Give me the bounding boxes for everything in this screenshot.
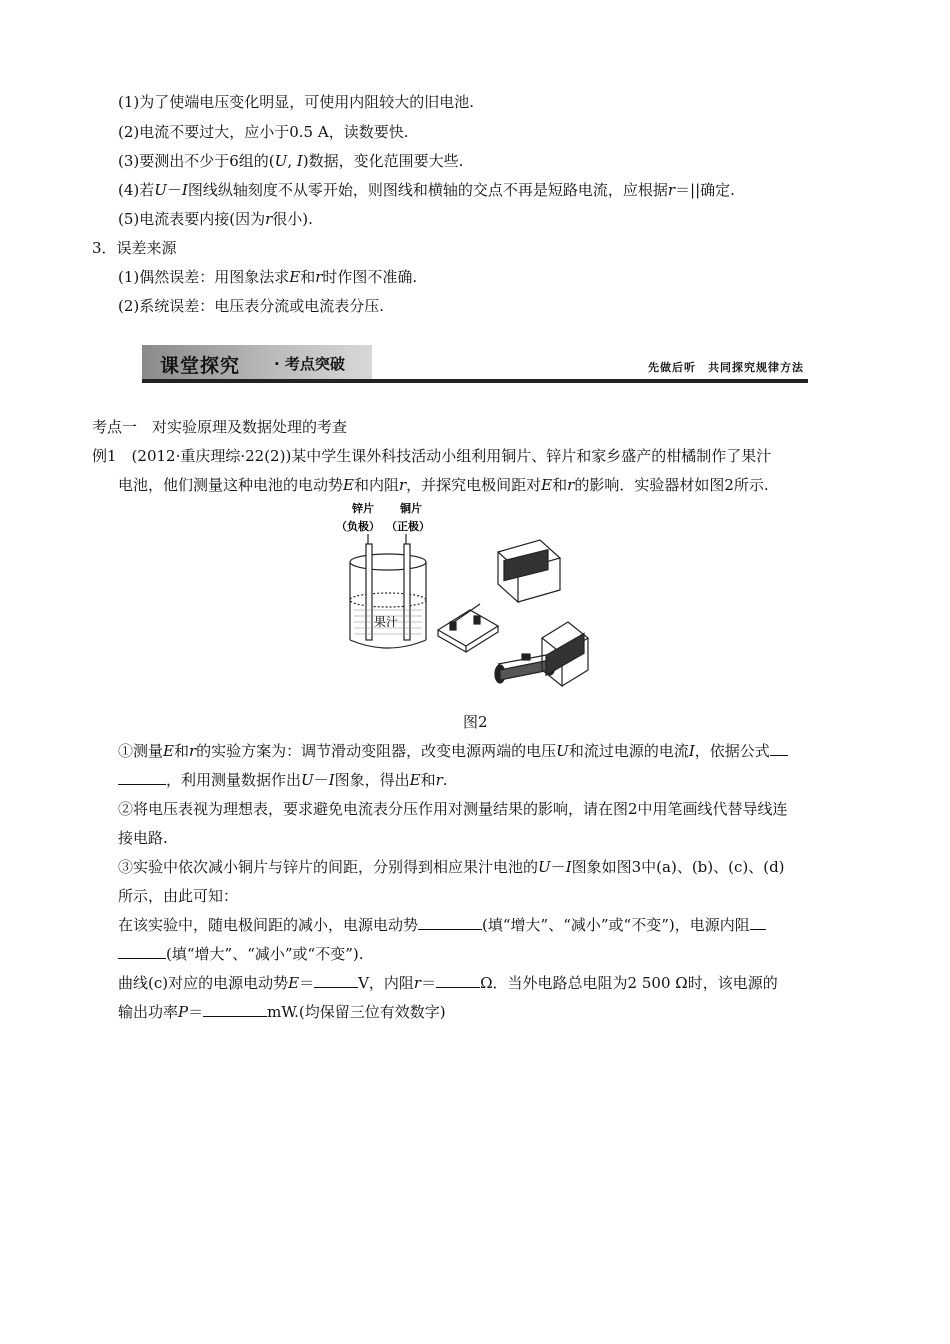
var-E: E	[343, 476, 354, 494]
meter-icon	[498, 540, 560, 602]
text: 和	[420, 771, 436, 789]
text: 的影响．实验器材如图2所示.	[574, 476, 769, 494]
note-3-suffix: )数据，变化范围要大些.	[302, 152, 464, 170]
var-I: I	[328, 771, 335, 789]
meter-icon	[542, 622, 588, 686]
text: 的实验方案为：调节滑动变阻器，改变电源两端的电压	[196, 742, 557, 760]
topic-heading: 考点一 对实验原理及数据处理的考查	[92, 418, 348, 436]
answer-blank[interactable]	[203, 1002, 267, 1017]
text: (填“增大”、“减小”或“不变”)，电源内阻	[482, 916, 750, 934]
text: 和	[173, 742, 189, 760]
minus: －	[166, 181, 182, 199]
var-U: U	[556, 742, 569, 760]
banner-rule	[142, 379, 808, 383]
comma: ,	[287, 152, 297, 170]
var-E: E	[288, 974, 300, 992]
var-I: I	[181, 181, 188, 199]
note-3	[118, 151, 463, 171]
banner-title: 课堂探究	[160, 355, 241, 377]
var-U: U	[301, 771, 314, 789]
banner-subtitle: · 考点突破	[274, 355, 345, 373]
text: 输出功率	[118, 1003, 179, 1021]
text: 和内阻	[353, 476, 399, 494]
text: 图象，得出	[334, 771, 410, 789]
var-r: r	[567, 476, 575, 494]
error-source-item-1	[118, 267, 417, 287]
question-1-line-1	[118, 741, 788, 761]
question-1-line-2	[118, 770, 448, 790]
text: 和	[300, 268, 316, 286]
var-r: r	[188, 742, 197, 760]
equals: ＝	[299, 974, 315, 992]
zinc-pole-label: （负极）	[336, 520, 380, 533]
answer-blank[interactable]	[118, 944, 166, 959]
minus: －	[313, 771, 329, 789]
text: (1)偶然误差：用图象法求	[118, 268, 290, 286]
var-r: r	[435, 771, 443, 789]
answer-blank[interactable]	[314, 973, 358, 988]
text: 图象如图3中(a)、(b)、(c)、(d)	[571, 858, 785, 876]
var-r: r	[265, 210, 273, 228]
question-3-line-5	[118, 973, 778, 993]
note-5-prefix: (5)电流表要内接(因为	[118, 210, 266, 228]
note-2: (2)电流不要过大，应小于0.5 A，读数要快.	[118, 123, 409, 141]
answer-blank[interactable]	[436, 973, 480, 988]
var-r: r	[413, 974, 422, 992]
text: 和	[552, 476, 568, 494]
var-I: I	[688, 742, 695, 760]
switch-icon	[438, 604, 498, 652]
text: 电池，他们测量这种电池的电动势	[118, 476, 344, 494]
note-5-suffix: 很小).	[272, 210, 313, 228]
var-P: P	[178, 1003, 189, 1021]
note-4-body: 图线纵轴刻度不从零开始，则图线和横轴的交点不再是短路电流，应根据	[187, 181, 668, 199]
var-U: U	[538, 858, 551, 876]
text: V，内阻	[358, 974, 414, 992]
question-3-line-4	[118, 944, 363, 964]
note-3-prefix: (3)要测出不少于6组的(	[118, 152, 275, 170]
text: 在该实验中，随电极间距的减小，电源电动势	[118, 916, 419, 934]
copper-label: 铜片	[400, 502, 422, 515]
var-U: U	[154, 181, 167, 199]
var-U: U	[274, 152, 288, 170]
zinc-label: 锌片	[352, 502, 374, 515]
answer-blank[interactable]	[770, 741, 788, 756]
note-1: (1)为了使端电压变化明显，可使用内阻较大的旧电池.	[118, 93, 475, 111]
text: ③实验中依次减小铜片与锌片的间距，分别得到相应果汁电池的	[118, 858, 539, 876]
question-3-line-2: 所示，由此可知：	[118, 887, 239, 905]
var-r: r	[667, 181, 676, 199]
note-4-prefix: (4)若	[118, 181, 155, 199]
text: mW.(均保留三位有效数字)	[267, 1003, 446, 1021]
question-3-line-1	[118, 857, 785, 877]
note-4	[118, 180, 735, 200]
text: 时作图不准确.	[322, 268, 418, 286]
text: (填“增大”、“减小”或“不变”).	[166, 945, 364, 963]
answer-blank[interactable]	[750, 915, 766, 930]
figure-caption: 图2	[463, 713, 488, 731]
banner-slogan: 先做后听 共同探究规律方法	[648, 361, 804, 374]
var-I: I	[296, 152, 303, 170]
text: ，并探究电极间距对	[406, 476, 542, 494]
section-banner	[142, 345, 808, 385]
text: 曲线(c)对应的电源电动势	[118, 974, 289, 992]
copper-pole-label: （正极）	[386, 520, 430, 533]
var-r: r	[315, 268, 323, 286]
note-5	[118, 209, 313, 229]
answer-blank[interactable]	[118, 770, 166, 785]
text: 和流过电源的电流	[568, 742, 689, 760]
text: .	[442, 771, 448, 789]
juice-label: 果汁	[374, 615, 399, 629]
equals: ＝	[421, 974, 437, 992]
var-E: E	[409, 771, 421, 789]
text: ①测量	[118, 742, 164, 760]
example-line-1: 例1 (2012·重庆理综·22(2))某中学生课外科技活动小组利用铜片、锌片和家乡盛产的柑橘制作了果汁	[92, 447, 772, 465]
var-r: r	[398, 476, 407, 494]
equals: ＝	[188, 1003, 204, 1021]
answer-blank[interactable]	[418, 915, 482, 930]
example-line-2	[118, 475, 769, 495]
error-source-item-2: (2)系统误差：电压表分流或电流表分压.	[118, 297, 385, 315]
error-source-heading: 3．误差来源	[92, 239, 177, 257]
question-2-line-1: ②将电压表视为理想表，要求避免电流表分压作用对测量结果的影响，请在图2中用笔画线代替导线连	[118, 800, 788, 818]
var-E: E	[541, 476, 553, 494]
var-E: E	[163, 742, 174, 760]
beaker-icon	[350, 534, 426, 648]
var-I: I	[565, 858, 572, 876]
note-4-suffix: ＝||确定.	[675, 181, 735, 199]
text: ，依据公式	[694, 742, 770, 760]
text: Ω．当外电路总电阻为2 500 Ω时，该电源的	[480, 974, 778, 992]
minus: －	[550, 858, 566, 876]
experiment-apparatus-figure	[330, 500, 590, 700]
question-2-line-2: 接电路.	[118, 829, 168, 847]
question-3-line-6	[118, 1002, 446, 1022]
text: ，利用测量数据作出	[166, 771, 302, 789]
var-E: E	[289, 268, 301, 286]
question-3-line-3	[118, 915, 766, 935]
